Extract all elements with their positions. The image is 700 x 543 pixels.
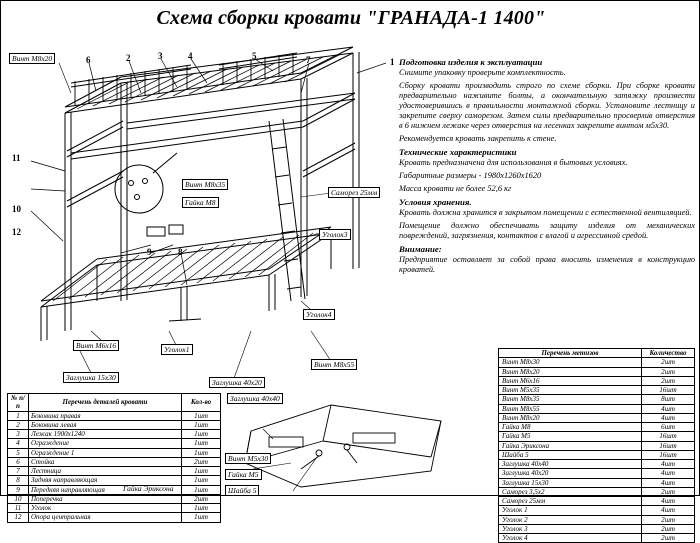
table-row bbox=[8, 476, 221, 485]
cell-name: Винт М5х35 bbox=[499, 386, 642, 395]
instructions-p7: Кровать должна хранится в закрытом помещении с естественной вентиляцией. bbox=[399, 208, 692, 218]
cell-qty: 1шт bbox=[182, 504, 221, 513]
cell-qty: 1шт bbox=[182, 513, 221, 522]
cell-qty: 16шт bbox=[642, 432, 695, 441]
cell-no: 8 bbox=[8, 476, 29, 485]
page-title: Схема сборки кровати "ГРАНАДА-1 1400" bbox=[156, 7, 546, 29]
cell-name: Стойка bbox=[29, 457, 182, 466]
cell-name: Поперечка bbox=[29, 494, 182, 503]
table-row bbox=[499, 367, 695, 376]
cell-qty: 2шт bbox=[642, 358, 695, 367]
cell-name: Боковина правая bbox=[29, 411, 182, 420]
cell-name: Уголок bbox=[29, 504, 182, 513]
table-row bbox=[499, 423, 695, 432]
table-row bbox=[499, 386, 695, 395]
instructions-block bbox=[399, 57, 695, 278]
header-hardware-qty: Количество bbox=[642, 349, 695, 358]
callout-vint-m8x20: Винт М8х20 bbox=[9, 53, 55, 64]
callout-ugolok4: Уголок4 bbox=[303, 309, 335, 320]
instructions-heading-warning: Внимание: bbox=[399, 243, 442, 254]
cell-qty: 16шт bbox=[642, 441, 695, 450]
cell-name: Гайка Эриксона bbox=[499, 441, 642, 450]
table-row bbox=[8, 485, 221, 494]
cell-qty: 4шт bbox=[642, 497, 695, 506]
table-header-row bbox=[8, 394, 221, 412]
cell-qty: 1шт bbox=[182, 476, 221, 485]
cell-no: 1 bbox=[8, 411, 29, 420]
table-row bbox=[499, 524, 695, 533]
cell-qty: 1шт bbox=[182, 430, 221, 439]
cell-no: 11 bbox=[8, 504, 29, 513]
header-no: № п/п bbox=[8, 394, 29, 412]
cell-qty: 2шт bbox=[642, 524, 695, 533]
callout-number-10: 10 bbox=[12, 204, 21, 214]
table-row bbox=[499, 534, 695, 543]
cell-name: Саморез 3,5х2 bbox=[499, 487, 642, 496]
cell-name: Винт М6х16 bbox=[499, 376, 642, 385]
instructions-p5: Габаритные размеры - 1980х1260х1620 bbox=[399, 171, 542, 180]
cell-name: Ограждение 1 bbox=[29, 448, 182, 457]
instructions-heading-specs: Технические характеристики bbox=[399, 146, 517, 157]
callout-zaglushka-40x40: Заглушка 40х40 bbox=[227, 393, 283, 404]
cell-qty: 1шт bbox=[182, 448, 221, 457]
table-row bbox=[8, 448, 221, 457]
cell-name: Ограждение bbox=[29, 439, 182, 448]
cell-qty: 8шт bbox=[642, 395, 695, 404]
cell-qty: 16шт bbox=[642, 386, 695, 395]
cell-no: 9 bbox=[8, 485, 29, 494]
cell-name: Передняя направляющая bbox=[29, 485, 182, 494]
table-row bbox=[499, 376, 695, 385]
cell-qty: 4шт bbox=[642, 460, 695, 469]
callout-number-11: 11 bbox=[12, 153, 21, 163]
table-row bbox=[499, 478, 695, 487]
header-hardware-name: Перечень метизов bbox=[499, 349, 642, 358]
callout-number-6: 6 bbox=[86, 55, 91, 65]
table-row bbox=[499, 358, 695, 367]
callout-number-8: 8 bbox=[178, 247, 183, 257]
table-row bbox=[499, 450, 695, 459]
cell-no: 10 bbox=[8, 494, 29, 503]
table-row bbox=[8, 411, 221, 420]
header-name: Перечень деталей кровати bbox=[29, 394, 182, 412]
callout-samorez-25mm: Саморез 25мм bbox=[328, 187, 380, 198]
callout-zaglushka-15x30: Заглушка 15х30 bbox=[63, 372, 119, 383]
cell-qty: 2шт bbox=[642, 487, 695, 496]
callout-gaika-m5: Гайка М5 bbox=[225, 469, 262, 480]
cell-name: Гайка М8 bbox=[499, 423, 642, 432]
callout-vint-m8x35: Винт М8х35 bbox=[182, 179, 228, 190]
callout-number-3: 3 bbox=[158, 51, 163, 61]
parts-table bbox=[7, 393, 221, 523]
cell-qty: 16шт bbox=[642, 450, 695, 459]
cell-name: Задняя направляющая bbox=[29, 476, 182, 485]
header-qty: Кол-во bbox=[182, 394, 221, 412]
cell-name: Заглушка 40х20 bbox=[499, 469, 642, 478]
table-row bbox=[8, 439, 221, 448]
cell-name: Саморез 25мм bbox=[499, 497, 642, 506]
cell-qty: 1шт bbox=[182, 439, 221, 448]
callout-number-2: 2 bbox=[126, 53, 131, 63]
cell-no: 7 bbox=[8, 467, 29, 476]
cell-qty: 1шт bbox=[182, 420, 221, 429]
cell-qty: 1шт bbox=[182, 467, 221, 476]
cell-name: Уголок 1 bbox=[499, 506, 642, 515]
table-row bbox=[8, 513, 221, 522]
cell-name: Уголок 4 bbox=[499, 534, 642, 543]
callout-gaika-m8: Гайка М8 bbox=[182, 197, 219, 208]
cell-name: Уголок 3 bbox=[499, 524, 642, 533]
callout-gaika-eriksona: Гайка Эриксона bbox=[123, 484, 174, 493]
table-row bbox=[499, 460, 695, 469]
cell-name: Гайка М5 bbox=[499, 432, 642, 441]
cell-name: Винт М8х55 bbox=[499, 404, 642, 413]
cell-qty: 2шт bbox=[642, 534, 695, 543]
callout-vint-m8x55: Винт М8х55 bbox=[311, 359, 357, 370]
cell-qty: 4шт bbox=[642, 413, 695, 422]
callout-ugolok3: Уголок3 bbox=[319, 229, 351, 240]
callout-vint-m5x30: Винт М5х30 bbox=[225, 453, 271, 464]
cell-qty: 2шт bbox=[182, 494, 221, 503]
table-row bbox=[499, 515, 695, 524]
table-row bbox=[499, 395, 695, 404]
table-row bbox=[499, 441, 695, 450]
cell-no: 4 bbox=[8, 439, 29, 448]
table-row bbox=[499, 497, 695, 506]
cell-name: Заглушка 40х40 bbox=[499, 460, 642, 469]
cell-no: 5 bbox=[8, 448, 29, 457]
cell-name: Опора центральная bbox=[29, 513, 182, 522]
table-row bbox=[499, 469, 695, 478]
callout-number-4: 4 bbox=[188, 51, 193, 61]
table-row bbox=[8, 504, 221, 513]
callout-shaiba5: Шайба 5 bbox=[225, 485, 259, 496]
cell-no: 3 bbox=[8, 430, 29, 439]
cell-no: 12 bbox=[8, 513, 29, 522]
cell-name: Уголок 2 bbox=[499, 515, 642, 524]
callout-number-12: 12 bbox=[12, 227, 21, 237]
table-row bbox=[8, 430, 221, 439]
callout-number-7: 7 bbox=[306, 55, 311, 65]
table-row bbox=[499, 487, 695, 496]
callout-number-5: 5 bbox=[252, 51, 257, 61]
cell-name: Боковина левая bbox=[29, 420, 182, 429]
instructions-p3: Рекомендуется кровать закрепить к стене. bbox=[399, 133, 557, 143]
table-row bbox=[499, 404, 695, 413]
table-row bbox=[8, 467, 221, 476]
cell-qty: 4шт bbox=[642, 506, 695, 515]
cell-qty: 4шт bbox=[642, 469, 695, 478]
cell-name: Винт М8х20 bbox=[499, 367, 642, 376]
cell-qty: 2шт bbox=[182, 457, 221, 466]
cell-qty: 2шт bbox=[642, 376, 695, 385]
cell-no: 6 bbox=[8, 457, 29, 466]
cell-qty: 6шт bbox=[642, 423, 695, 432]
cell-qty: 4шт bbox=[642, 404, 695, 413]
cell-name: Шайба 5 bbox=[499, 450, 642, 459]
table-row bbox=[8, 457, 221, 466]
table-row bbox=[8, 420, 221, 429]
instructions-heading-prep: Подготовка изделия к эксплуатации bbox=[399, 57, 543, 67]
cell-name: Винт М8х20 bbox=[499, 413, 642, 422]
table-header-row bbox=[499, 349, 695, 358]
cell-name: Винт М8х30 bbox=[499, 358, 642, 367]
instructions-p4: Кровать предназначена для использования в бытовых условиях. bbox=[399, 158, 628, 168]
cell-qty: 4шт bbox=[642, 478, 695, 487]
instructions-p1: Снимите упаковку проверьте комплектность. bbox=[399, 68, 566, 78]
callout-number-1: 1 bbox=[390, 57, 395, 67]
cell-qty: 1шт bbox=[182, 411, 221, 420]
callout-ugolok1: Уголок1 bbox=[161, 344, 193, 355]
callout-zaglushka-40x20: Заглушка 40х20 bbox=[209, 377, 265, 388]
instructions-p6: Масса кровати не более 52,6 кг bbox=[399, 183, 512, 193]
table-row bbox=[499, 506, 695, 515]
cell-qty: 2шт bbox=[642, 515, 695, 524]
table-row bbox=[499, 413, 695, 422]
callout-number-9: 9 bbox=[147, 247, 152, 257]
instructions-p9: Предприятие оставляет за собой права вносить изменения в конструкцию кроватей. bbox=[399, 255, 695, 275]
cell-name: Лежак 1900х1240 bbox=[29, 430, 182, 439]
cell-qty: 1шт bbox=[182, 485, 221, 494]
instructions-p2: Сборку кровати производить строго по схеме сборки. При сборке кровати предварительно наживите болты, а окончательную затяжку произвести удостоверившись в правильности монтажной сборки. Установите лестницу и закрепите сверху саморезом. Затем силы предварительно просверлив отверстия в 6 нижнем лежаке через отверстия на лесенках закрепите винтом м5х30. bbox=[399, 81, 695, 130]
cell-no: 2 bbox=[8, 420, 29, 429]
cell-name: Лестница bbox=[29, 467, 182, 476]
table-row bbox=[499, 432, 695, 441]
cell-qty: 2шт bbox=[642, 367, 695, 376]
instructions-p8: Помещение должно обеспечивать защиту изделия от механических повреждений, загрязнения, контактов с влагой и агрессивной средой. bbox=[399, 221, 695, 240]
instructions-heading-storage: Условия хранения. bbox=[399, 196, 472, 207]
cell-name: Винт М8х35 bbox=[499, 395, 642, 404]
callout-vint-m6x16: Винт М6х16 bbox=[73, 340, 119, 351]
hardware-table bbox=[498, 348, 695, 543]
cell-name: Заглушка 15х30 bbox=[499, 478, 642, 487]
